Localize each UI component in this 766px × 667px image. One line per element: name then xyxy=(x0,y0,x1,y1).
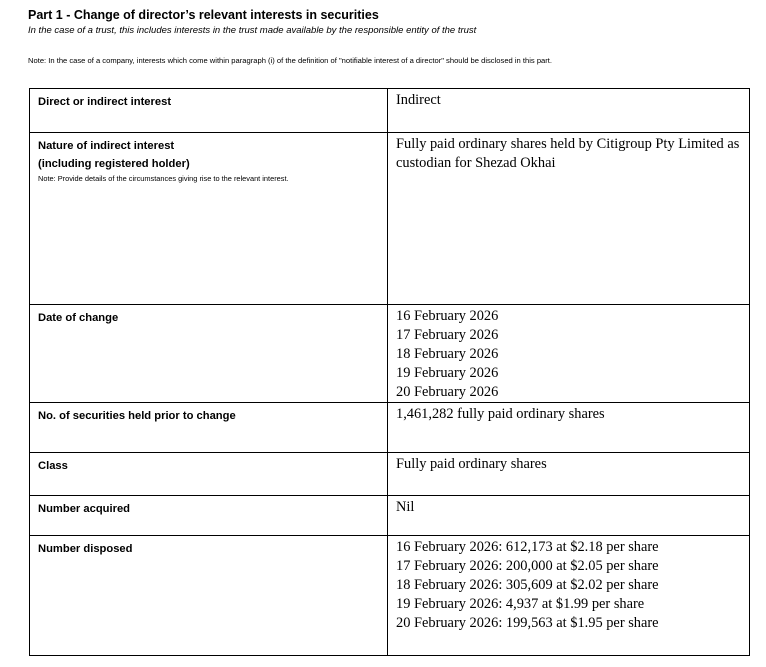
nature-label xyxy=(30,133,388,305)
disposal-item: 17 February 2026: 200,000 at $2.05 per share xyxy=(396,558,659,574)
disposal-item: 18 February 2026: 305,609 at $2.02 per share xyxy=(396,577,659,593)
date-of-change-value xyxy=(388,305,750,403)
nature-label-note: Note: Provide details of the circumstances giving rise to the relevant interest. xyxy=(38,174,289,183)
nature-label-line1: Nature of indirect interest xyxy=(38,140,175,152)
part-subtitle: In the case of a trust, this includes interests in the trust made available by the responsible entity of the trust xyxy=(28,25,477,36)
interest-type-value: Indirect xyxy=(388,89,750,133)
date-of-change-label: Date of change xyxy=(30,305,388,403)
disposed-value xyxy=(388,536,750,656)
disposal-item: 16 February 2026: 612,173 at $2.18 per share xyxy=(396,539,659,555)
acquired-label: Number acquired xyxy=(30,496,388,536)
class-value: Fully paid ordinary shares xyxy=(388,453,750,496)
prior-holding-value: 1,461,282 fully paid ordinary shares xyxy=(388,403,750,453)
class-label: Class xyxy=(30,453,388,496)
disposal-item: 20 February 2026: 199,563 at $1.95 per share xyxy=(396,615,659,631)
table-row xyxy=(30,453,750,496)
table-row xyxy=(30,496,750,536)
date-item: 19 February 2026 xyxy=(396,365,499,381)
date-item: 16 February 2026 xyxy=(396,308,499,324)
company-note: Note: In the case of a company, interests which come within paragraph (i) of the definition of "notifiable interest of a director" should be disclosed in this part. xyxy=(28,56,553,65)
table-row xyxy=(30,133,750,305)
disposed-label: Number disposed xyxy=(30,536,388,656)
nature-label-line2: (including registered holder) xyxy=(38,158,190,170)
table-row xyxy=(30,403,750,453)
table-row xyxy=(30,305,750,403)
table-row xyxy=(30,89,750,133)
interest-type-label: Direct or indirect interest xyxy=(30,89,388,133)
date-item: 20 February 2026 xyxy=(396,384,499,400)
table-row xyxy=(30,536,750,656)
disposal-item: 19 February 2026: 4,937 at $1.99 per share xyxy=(396,596,645,612)
date-item: 17 February 2026 xyxy=(396,327,499,343)
part-title: Part 1 - Change of director’s relevant interests in securities xyxy=(28,8,379,22)
date-item: 18 February 2026 xyxy=(396,346,499,362)
prior-holding-label: No. of securities held prior to change xyxy=(30,403,388,453)
acquired-value: Nil xyxy=(388,496,750,536)
interest-change-table xyxy=(29,88,750,656)
nature-value: Fully paid ordinary shares held by Citigroup Pty Limited as custodian for Shezad Okhai xyxy=(388,133,750,305)
